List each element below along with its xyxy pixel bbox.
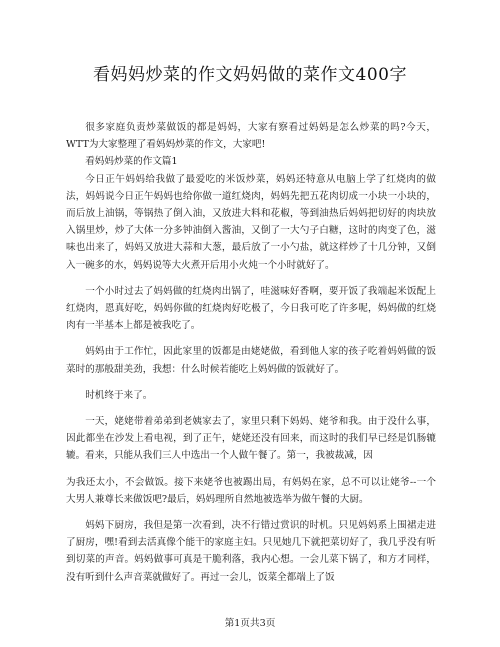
body-paragraph: 妈妈由于工作忙，因此家里的饭都是由姥姥做，看到他人家的孩子吃着妈妈做的饭菜时的那般甜美劲，我想：什么时候若能吃上妈妈做的饭就好了。 [66, 346, 436, 375]
body-paragraph: 为我还太小，不会做饭。接下来姥爷也被踢出局，有妈妈在家，总不可以让姥爷--一个大男人兼尊长来做饭吧?最后，妈妈理所自然地被选举为做午餐的大厨。 [66, 476, 436, 505]
body-paragraph: 今日正午妈妈给我做了最爱吃的米饭炒菜，妈妈还特意从电脑上学了红烧肉的做法，妈妈说今日正午妈妈也给你做一道红烧肉，妈妈先把五花肉切成一小块一小块的，而后放上油锅，等锅热了倒入油，又放进大料和花椒，等到油热后妈妈把切好的肉块放入锅里炒，炒了大体一分多钟油倒入酱油，又倒了一大勺子白糖，这时的肉变了色，滋味也出来了，妈妈又放进大蒜和大葱，最后放了一小勺盐，就这样炒了十几分钟，又倒入一碗多的水，妈妈说等大火煮开后用小火炖一个小时就好了。 [66, 173, 436, 271]
intro-paragraph: 很多家庭负责炒菜做饭的都是妈妈，大家有察看过妈妈是怎么炒菜的吗?今天，WTT为大家整理了看妈妈炒菜的作文，大家吧! [66, 122, 436, 151]
page-footer: 第1页共3页 [224, 618, 276, 629]
body-paragraph: 一个小时过去了妈妈做的红烧肉出锅了，哇滋味好香啊，要开饭了我端起米饭配上红烧肉，恩真好吃，妈妈你做的红烧肉好吃极了，今日我可吃了许多呢，妈妈做的红烧肉有一半基本上都是被我吃了。 [66, 285, 436, 332]
document-title: 看妈妈炒菜的作文妈妈做的菜作文400字 [93, 65, 407, 85]
body-paragraph: 妈妈下厨房，我但是第一次看到，决不行错过赏识的时机。只见妈妈系上围裙走进了厨房，嘿!看到去活真像个能干的家庭主妇。只见她几下就把菜切好了，我几乎没有听到切菜的声音。妈妈做事可真是干脆利落，我内心想。一会儿菜下锅了，和方才同样，没有听到什么声音菜就做好了。再过一会儿，饭菜全都端上了饭 [66, 520, 436, 583]
document-body [66, 119, 436, 586]
body-paragraph: 一天，姥姥带着弟弟到老姨家去了，家里只剩下妈妈、姥爷和我。由于没什么事，因此都坐在沙发上看电视，到了正午，姥姥还没有回来，而这时的我们早已经是饥肠辘辘。看来，只能从我们三人中选出一个人做午餐了。第一，我被裁减，因 [66, 416, 436, 462]
section-heading: 看妈妈炒菜的作文篇1 [85, 156, 178, 168]
body-paragraph: 时机终于来了。 [85, 389, 153, 401]
